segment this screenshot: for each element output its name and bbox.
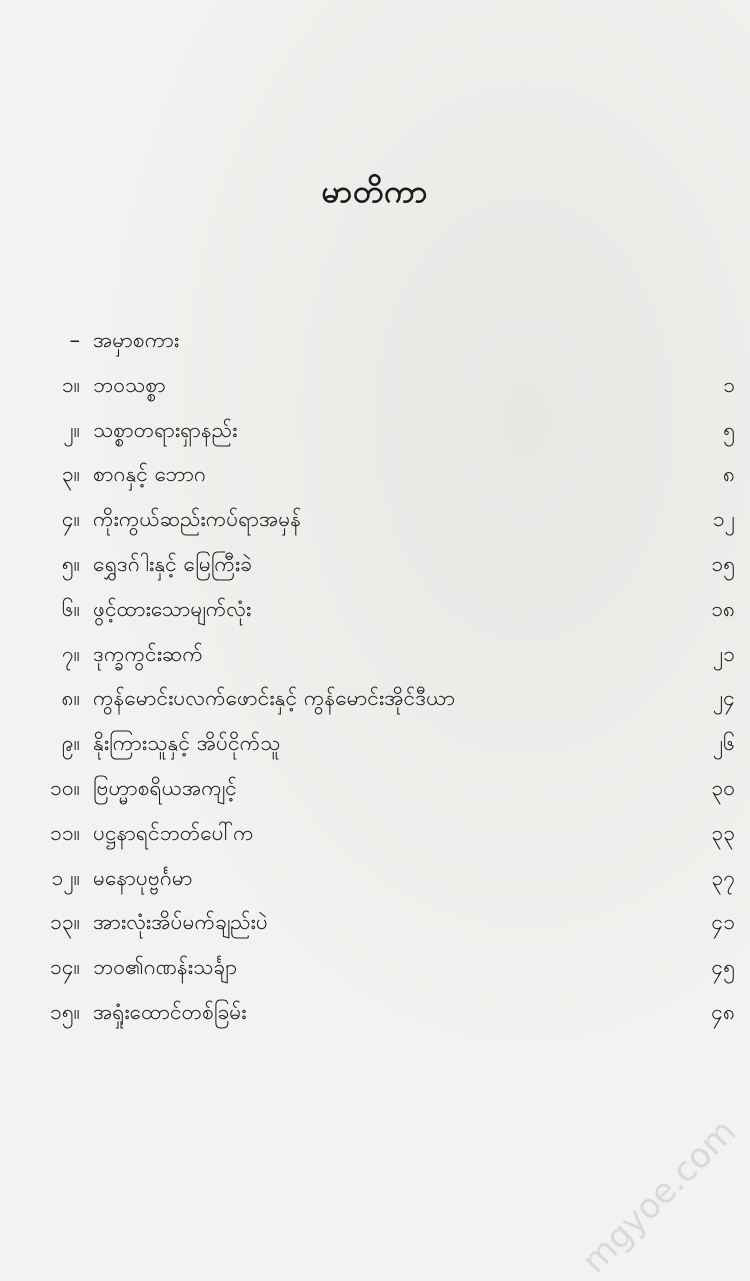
toc-row: [0, 636, 750, 681]
toc-title: အားလုံးအိပ်မက်ချည်းပဲ: [93, 910, 268, 935]
toc-title: ဘဝသစ္စာ: [93, 372, 166, 397]
toc-row: [0, 860, 750, 905]
toc-page-number: ၄၈: [711, 999, 735, 1024]
toc-number: ၅။: [61, 551, 80, 576]
toc-page-number: ၃၇: [711, 865, 735, 890]
toc-row: [0, 725, 750, 770]
toc-title: နိုးကြားသူနှင့် အိပ်ငိုက်သူ: [93, 731, 281, 756]
toc-page-number: ၄၅: [711, 955, 735, 980]
toc-list: [0, 322, 750, 1039]
toc-row: [0, 949, 750, 994]
toc-title: သစ္စာတရားရှာနည်း: [93, 417, 238, 442]
toc-row: [0, 591, 750, 636]
toc-page-number: ၂၆: [712, 731, 735, 756]
toc-number: ၄။: [61, 507, 80, 532]
toc-page-number: ၅: [723, 417, 735, 442]
toc-number: ၁၅။: [50, 999, 80, 1024]
toc-title: အရှုံးထောင်တစ်ခြမ်း: [93, 999, 247, 1024]
toc-title: စာဂနှင့် ဘောဂ: [93, 462, 207, 487]
toc-page-number: ၃၀: [711, 775, 735, 800]
toc-title: ဒုက္ခကွင်းဆက်: [93, 641, 203, 666]
page-title: မာတိကာ: [321, 174, 429, 210]
toc-number: ၃။: [61, 462, 80, 487]
toc-page-number: ၁: [723, 372, 735, 397]
toc-row: [0, 770, 750, 815]
toc-number: ၁၁။: [50, 820, 80, 845]
toc-title: ပဋ္ဌနာရင်ဘတ်ပေါ်က: [93, 820, 254, 845]
toc-title: မနောပုဗ္ဗင်္ဂမာ: [93, 865, 193, 890]
toc-title: ကိုးကွယ်ဆည်းကပ်ရာအမှန်: [93, 507, 302, 532]
toc-row: [0, 412, 750, 457]
toc-number: ၁။: [61, 372, 80, 397]
toc-page-number: ၁၅: [711, 551, 735, 576]
toc-number: ၁၂။: [51, 865, 80, 890]
toc-row: [0, 994, 750, 1039]
toc-row: [0, 546, 750, 591]
toc-title: ကွန်မောင်းပလက်ဖောင်းနှင့် ကွန်မောင်းအိုင်ဒီယာ: [93, 686, 456, 711]
toc-page-number: ၃၃: [711, 820, 735, 845]
toc-number: ၆။: [61, 596, 80, 621]
toc-number: ၇။: [61, 641, 80, 666]
toc-number: ၈။: [61, 686, 80, 711]
toc-title: ဘဝ၏ဂဏန်းသင်္ချာ: [93, 955, 238, 980]
toc-title: ဖွင့်ထားသောမျက်လုံး: [93, 596, 252, 621]
toc-row: [0, 322, 750, 367]
toc-page-number: ၂၄: [712, 686, 735, 711]
toc-title: ရွှေဒဂ်ါးနှင့် မြေကြီးခဲ: [93, 551, 253, 576]
toc-number: ၁၄။: [50, 955, 80, 980]
toc-page-number: ၁၈: [711, 596, 735, 621]
toc-row: [0, 904, 750, 949]
watermark: mgyoe.com: [574, 1111, 744, 1281]
toc-page-number: ၁၂: [712, 507, 735, 532]
toc-title: အမှာစကား: [93, 328, 180, 352]
toc-number: –: [69, 328, 80, 352]
toc-number: ၂။: [63, 417, 80, 442]
toc-row: [0, 815, 750, 860]
toc-row: [0, 501, 750, 546]
toc-row: [0, 680, 750, 725]
toc-page-number: ၄၁: [711, 910, 735, 935]
toc-number: ၁၃။: [50, 910, 80, 935]
toc-page-number: ၂၁: [712, 641, 735, 666]
toc-number: ၁၀။: [50, 775, 80, 800]
toc-row: [0, 456, 750, 501]
toc-number: ၉။: [61, 731, 80, 756]
toc-row: [0, 367, 750, 412]
toc-page-number: ၈: [723, 462, 735, 487]
toc-title: ဗြဟ္မာစရိယအကျင့်: [93, 775, 237, 800]
